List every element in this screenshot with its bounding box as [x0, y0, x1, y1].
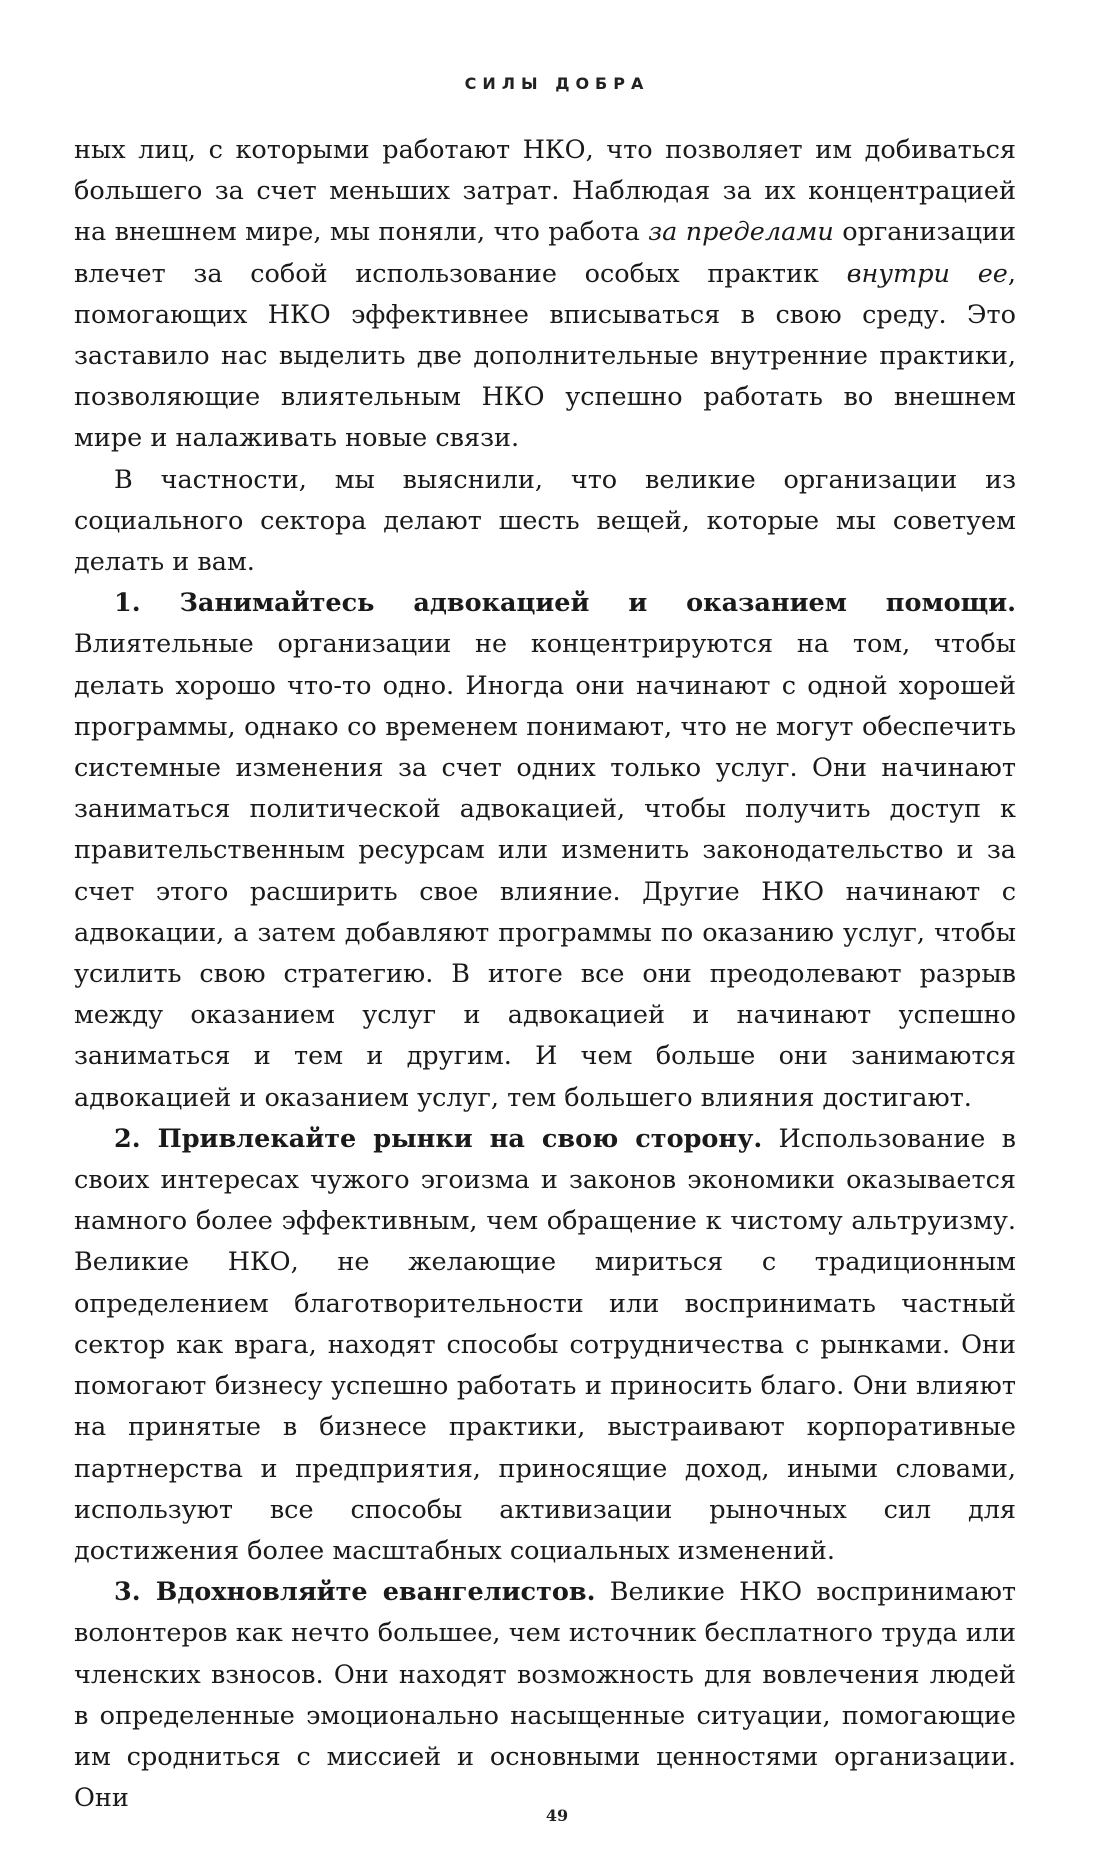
paragraph-item-1 [74, 583, 1016, 1119]
paragraph-item-3 [74, 1572, 1016, 1819]
page-number: 49 [545, 1806, 569, 1825]
running-title: СИЛЫ ДОБРА [464, 74, 650, 93]
emphasis-text: за пределами [648, 217, 834, 248]
item-heading: 2. Привлекайте рынки на свою сторону. [114, 1123, 763, 1154]
paragraph-item-2 [74, 1119, 1016, 1572]
body-text [74, 130, 1016, 1819]
emphasis-text: внутри ее [846, 258, 1008, 289]
item-heading: 3. Вдохновляйте евангелистов. [114, 1577, 596, 1608]
item-body: Великие НКО воспринимают волонтеров как нечто большее, чем источник бесплатного труда или членских взносов. Они находят возможность для вовлечения людей в определенные эмоционально насыщенные ситуации, помогающие им сродниться с миссией и основными ценностями организации. Они [74, 1577, 1016, 1814]
item-body: Использование в своих интересах чужого эгоизма и законов экономики оказывается намного более эффективным, чем обращение к чистому альтруизму. Великие НКО, не желающие мириться с традиционным определением благотворительности или воспринимать частный сектор как врага, находят способы сотрудничества с рынками. Они помогают бизнесу успешно работать и приносить благо. Они влияют на принятые в бизнесе практики, выстраивают корпоративные партнерства и предприятия, приносящие доход, иными словами, используют все способы активизации рыночных сил для достижения более масштабных социальных изменений. [74, 1123, 1016, 1566]
text-segment: , помогающих НКО эффективнее вписываться в свою среду. Это заставило нас выделить две дополнительные внутренние практики, позволяющие влиятельным НКО успешно работать во внешнем мире и налаживать новые связи. [74, 258, 1016, 454]
paragraph-intro: В частности, мы выяснили, что великие организации из социального сектора делают шесть вещей, которые мы советуем делать и вам. [74, 464, 1016, 578]
text-segment: организации влечет за собой использование особых практик [74, 217, 1017, 289]
text-segment: ных лиц, с которыми работают НКО, что позволяет им добиваться большего за счет меньших затрат. Наблюдая за их концентрацией на внешнем мире, мы поняли, что работа [74, 135, 1016, 248]
item-body: Влиятельные организации не концентрируются на том, чтобы делать хорошо что-то одно. Иногда они начинают с одной хорошей программы, однако со временем понимают, что не могут обеспечить системные изменения за счет одних только услуг. Они начинают заниматься политической адвокацией, чтобы получить доступ к правительственным ресурсам или изменить законодательство и за счет этого расширить свое влияние. Другие НКО начинают с адвокации, а затем добавляют программы по оказанию услуг, чтобы усилить свою стратегию. В итоге все они преодолевают разрыв между оказанием услуг и адвокацией и начинают успешно заниматься и тем и другим. И чем больше они занимаются адвокацией и оказанием услуг, тем большего влияния достигают. [74, 629, 1016, 1113]
paragraph-continuation [74, 130, 1016, 460]
item-heading: 1. Занимайтесь адвокацией и оказанием помощи. [114, 588, 1016, 619]
